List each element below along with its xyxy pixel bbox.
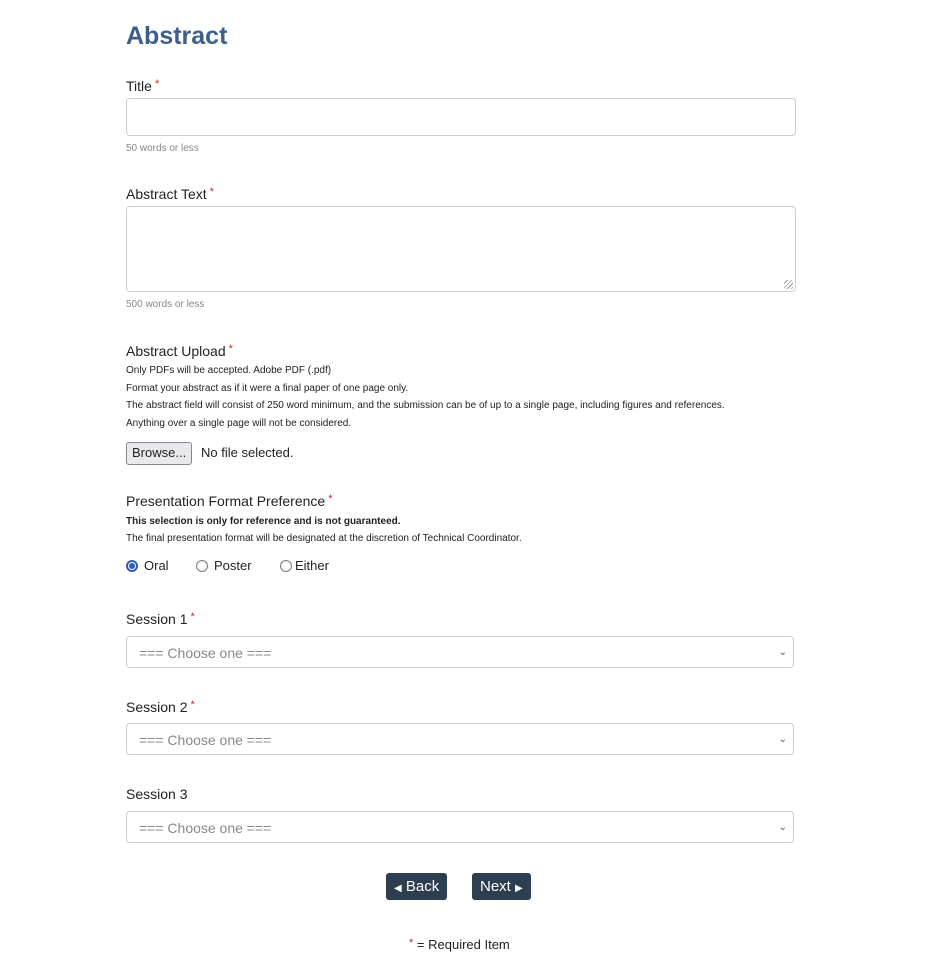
page-title: Abstract bbox=[126, 22, 228, 50]
session-1-select[interactable]: === Choose one === ⌄ bbox=[126, 636, 794, 668]
format-note: The final presentation format will be designated at the discretion of Technical Coordinator. bbox=[126, 533, 522, 544]
radio-checked-icon bbox=[126, 560, 138, 572]
radio-unchecked-icon bbox=[196, 560, 208, 572]
session-3-select[interactable]: === Choose one === ⌄ bbox=[126, 811, 794, 843]
abstract-text-help: 500 words or less bbox=[126, 299, 205, 310]
radio-poster[interactable]: Poster bbox=[196, 558, 252, 573]
title-label: Title * bbox=[126, 78, 160, 94]
session-1-label: Session 1 * bbox=[126, 611, 195, 627]
browse-button[interactable]: Browse... bbox=[126, 442, 192, 465]
file-status: No file selected. bbox=[201, 445, 294, 460]
abstract-text-label: Abstract Text * bbox=[126, 186, 214, 202]
chevron-down-icon: ⌄ bbox=[778, 822, 787, 833]
title-input[interactable] bbox=[126, 98, 796, 136]
next-button[interactable]: Next ▶ bbox=[472, 873, 531, 900]
caret-left-icon: ◀ bbox=[394, 883, 402, 894]
title-help: 50 words or less bbox=[126, 143, 199, 154]
chevron-down-icon: ⌄ bbox=[778, 734, 787, 745]
required-legend: * = Required Item bbox=[409, 937, 510, 952]
caret-right-icon: ▶ bbox=[515, 883, 523, 894]
abstract-text-textarea[interactable] bbox=[126, 206, 796, 292]
resize-handle[interactable] bbox=[784, 280, 793, 289]
upload-notes: Only PDFs will be accepted. Adobe PDF (.pdf) Format your abstract as if it were a final paper of one page only. The abstract field will consist of 250 word minimum, and the submission can be of up to a single page, including figures and references. Anything over a single page will not be considered. bbox=[126, 365, 725, 429]
chevron-down-icon: ⌄ bbox=[778, 647, 787, 658]
upload-label: Abstract Upload * bbox=[126, 343, 233, 359]
session-2-select[interactable]: === Choose one === ⌄ bbox=[126, 723, 794, 755]
session-3-label: Session 3 bbox=[126, 786, 188, 802]
radio-either[interactable]: Either bbox=[280, 558, 329, 573]
format-note-bold: This selection is only for reference and is not guaranteed. bbox=[126, 516, 401, 527]
back-button[interactable]: ◀ Back bbox=[386, 873, 447, 900]
radio-unchecked-icon bbox=[280, 560, 292, 572]
format-label: Presentation Format Preference * bbox=[126, 493, 333, 509]
session-2-label: Session 2 * bbox=[126, 699, 195, 715]
radio-oral[interactable]: Oral bbox=[126, 558, 169, 573]
